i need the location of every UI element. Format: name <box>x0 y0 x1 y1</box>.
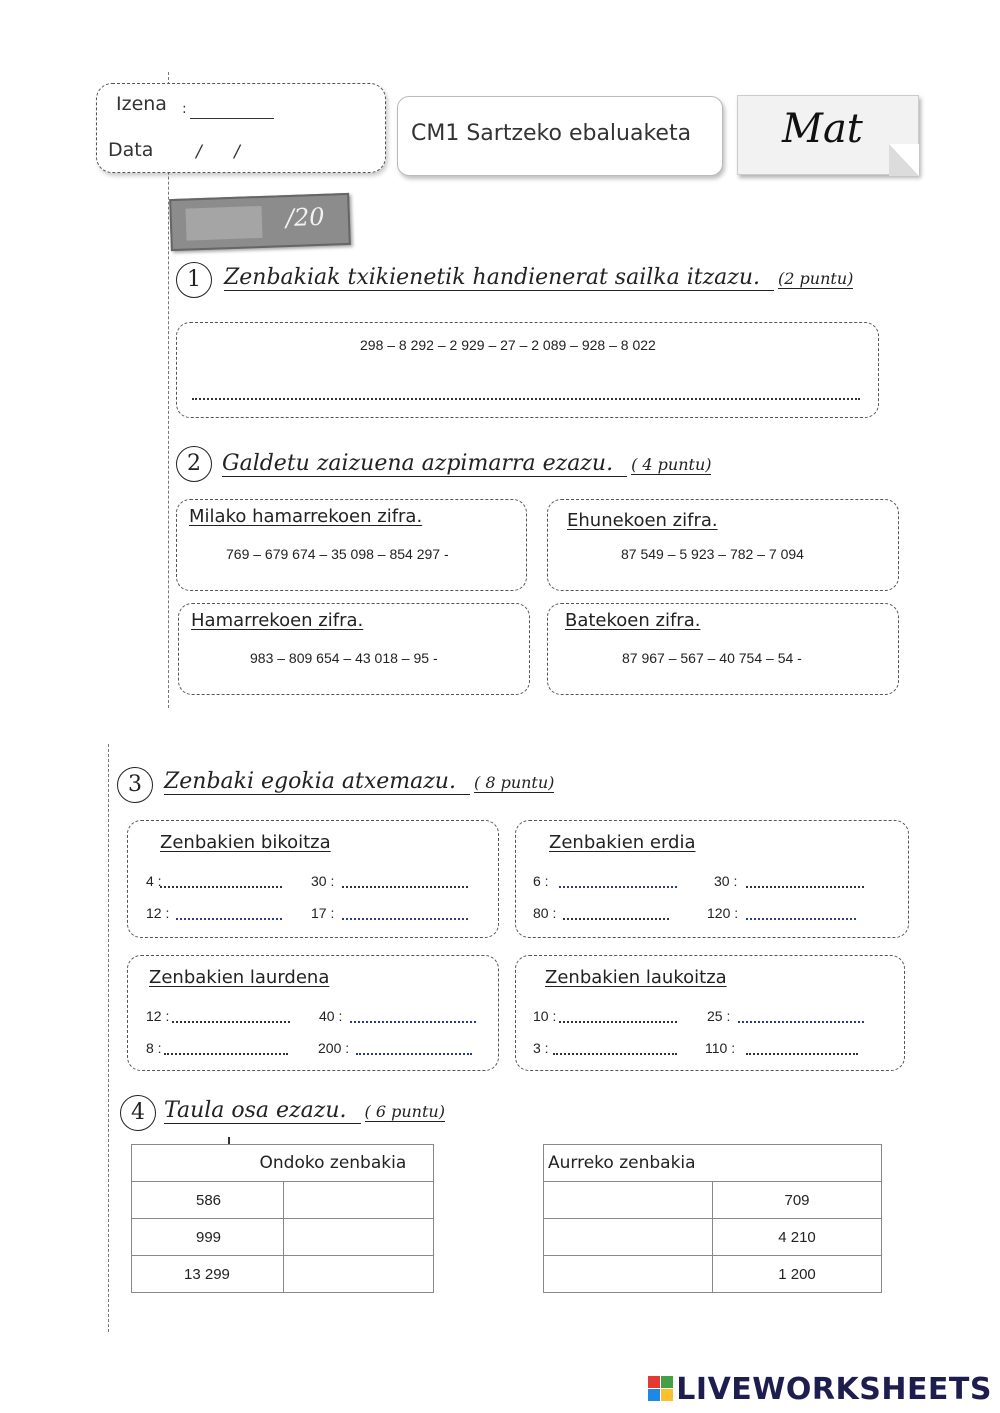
table-next-number <box>131 1144 434 1293</box>
q2-box-4-title: Batekoen zifra. <box>565 610 701 631</box>
table-answer-cell[interactable] <box>544 1256 713 1293</box>
table-row <box>544 1182 882 1219</box>
question-1-sequence: 298 – 8 292 – 2 929 – 27 – 2 089 – 928 – 8 022 <box>360 337 656 353</box>
q3-box-3-item-3: 8 : <box>146 1040 162 1056</box>
date-field[interactable]: / / <box>196 142 240 162</box>
brand-name: LIVEWORKSHEETS <box>676 1372 992 1407</box>
date-label: Data <box>108 139 154 161</box>
q3-box-4-title: Zenbakien laukoitza <box>545 967 727 988</box>
q3-box-4-item-1: 10 : <box>533 1008 557 1024</box>
table-cell: 4 210 <box>713 1219 882 1256</box>
q3-box-2-answer-3[interactable] <box>563 918 669 920</box>
question-1-answer-line[interactable] <box>192 398 860 400</box>
q3-box-1-item-4: 17 : <box>311 905 335 921</box>
q2-box-1-title: Milako hamarrekoen zifra. <box>189 506 423 527</box>
table-answer-cell[interactable] <box>544 1219 713 1256</box>
q3-box-1-answer-1[interactable] <box>160 886 282 888</box>
question-4-instruction <box>164 1098 445 1123</box>
question-3-number: 3 <box>117 767 153 803</box>
table-answer-cell[interactable] <box>284 1256 434 1293</box>
q3-box-1-answer-2[interactable] <box>342 886 468 888</box>
question-4-points: ( 6 puntu) <box>364 1102 445 1121</box>
q3-box-1-item-1: 4 : <box>146 873 162 889</box>
table-cell: 1 200 <box>713 1256 882 1293</box>
question-1-points: (2 puntu) <box>778 269 854 288</box>
q3-box-2-answer-1[interactable] <box>559 886 677 888</box>
question-4-number: 4 <box>120 1095 156 1131</box>
name-colon: : <box>182 101 187 117</box>
q3-box-1-title: Zenbakien bikoitza <box>160 832 331 853</box>
table-header: Ondoko zenbakia <box>284 1145 434 1182</box>
q3-box-1-item-3: 12 : <box>146 905 170 921</box>
table-answer-cell[interactable] <box>284 1219 434 1256</box>
q2-box-4-sequence[interactable]: 87 967 – 567 – 40 754 – 54 - <box>622 650 802 666</box>
q3-box-4-answer-3[interactable] <box>553 1053 677 1055</box>
question-2-instruction <box>222 451 711 476</box>
table-header: Aurreko zenbakia <box>544 1145 882 1182</box>
q3-box-1-answer-3[interactable] <box>176 918 282 920</box>
question-2-points: ( 4 puntu) <box>631 455 712 474</box>
score-tag <box>169 193 351 251</box>
q3-box-3-answer-3[interactable] <box>164 1053 288 1055</box>
table-answer-cell[interactable] <box>284 1182 434 1219</box>
margin-line-bottom <box>108 744 109 1332</box>
q3-box-2-item-4: 120 : <box>707 905 739 921</box>
q3-box-1-answer-4[interactable] <box>342 918 468 920</box>
table-row <box>544 1256 882 1293</box>
table-previous-number <box>543 1144 882 1293</box>
table-cell: 999 <box>132 1219 284 1256</box>
q2-box-3-title: Hamarrekoen zifra. <box>191 610 364 631</box>
subject-card <box>737 95 919 175</box>
q3-box-3-item-2: 40 : <box>319 1008 343 1024</box>
score-field[interactable] <box>185 206 262 241</box>
table-cell: 586 <box>132 1182 284 1219</box>
table-cell: 709 <box>713 1182 882 1219</box>
question-3-text: Zenbaki egokia atxemazu. <box>164 769 470 795</box>
question-1-number: 1 <box>176 262 212 298</box>
q3-box-3-answer-1[interactable] <box>172 1021 290 1023</box>
question-1-text: Zenbakiak txikienetik handienerat sailka itzazu. <box>224 265 774 291</box>
q3-box-3-title: Zenbakien laurdena <box>149 967 330 988</box>
table-row <box>132 1145 434 1182</box>
q3-box-3-answer-2[interactable] <box>350 1021 476 1023</box>
question-2-text: Galdetu zaizuena azpimarra ezazu. <box>222 451 627 477</box>
q3-box-3-item-1: 12 : <box>146 1008 170 1024</box>
q3-box-4-answer-1[interactable] <box>559 1021 677 1023</box>
q2-box-2-sequence[interactable]: 87 549 – 5 923 – 782 – 7 094 <box>621 546 804 562</box>
q3-box-3-item-4: 200 : <box>318 1040 350 1056</box>
page-curl-icon <box>889 144 919 176</box>
q3-box-2-title: Zenbakien erdia <box>549 832 696 853</box>
q3-box-4-item-4: 110 : <box>705 1040 736 1056</box>
q2-box-3-sequence[interactable]: 983 – 809 654 – 43 018 – 95 - <box>250 650 438 666</box>
q3-box-3-answer-4[interactable] <box>356 1053 472 1055</box>
question-1-instruction <box>224 265 853 290</box>
question-3-instruction <box>164 769 554 794</box>
table-row <box>544 1145 882 1182</box>
q3-box-2-answer-4[interactable] <box>746 918 856 920</box>
table-row <box>132 1182 434 1219</box>
score-total: /20 <box>285 202 325 233</box>
q3-box-4-item-3: 3 : <box>533 1040 549 1056</box>
table-row <box>132 1256 434 1293</box>
question-3-points: ( 8 puntu) <box>473 773 555 792</box>
question-2-number: 2 <box>176 446 212 482</box>
table-cell: 13 299 <box>132 1256 284 1293</box>
table-row <box>132 1219 434 1256</box>
table-answer-cell[interactable] <box>544 1182 713 1219</box>
page-title: CM1 Sartzeko ebaluaketa <box>411 121 692 146</box>
subject-label: Mat <box>782 106 863 152</box>
q3-box-2-item-2: 30 : <box>714 873 738 889</box>
q3-box-4-answer-4[interactable] <box>746 1053 858 1055</box>
q3-box-4-answer-2[interactable] <box>738 1021 864 1023</box>
q3-box-2-answer-2[interactable] <box>746 886 864 888</box>
name-label: Izena <box>116 93 167 115</box>
q2-box-2-title: Ehunekoen zifra. <box>567 510 718 531</box>
q2-box-1-sequence[interactable]: 769 – 679 674 – 35 098 – 854 297 - <box>226 546 449 562</box>
q3-box-4-item-2: 25 : <box>707 1008 731 1024</box>
question-4-text: Taula osa ezazu. <box>164 1098 361 1124</box>
q3-box-2-item-1: 6 : <box>533 873 549 889</box>
name-field[interactable] <box>190 99 274 119</box>
q3-box-2-item-3: 80 : <box>533 905 557 921</box>
brand-watermark <box>648 1372 992 1407</box>
liveworksheets-logo-icon <box>648 1376 674 1402</box>
table-row <box>544 1219 882 1256</box>
q3-box-1-item-2: 30 : <box>311 873 335 889</box>
